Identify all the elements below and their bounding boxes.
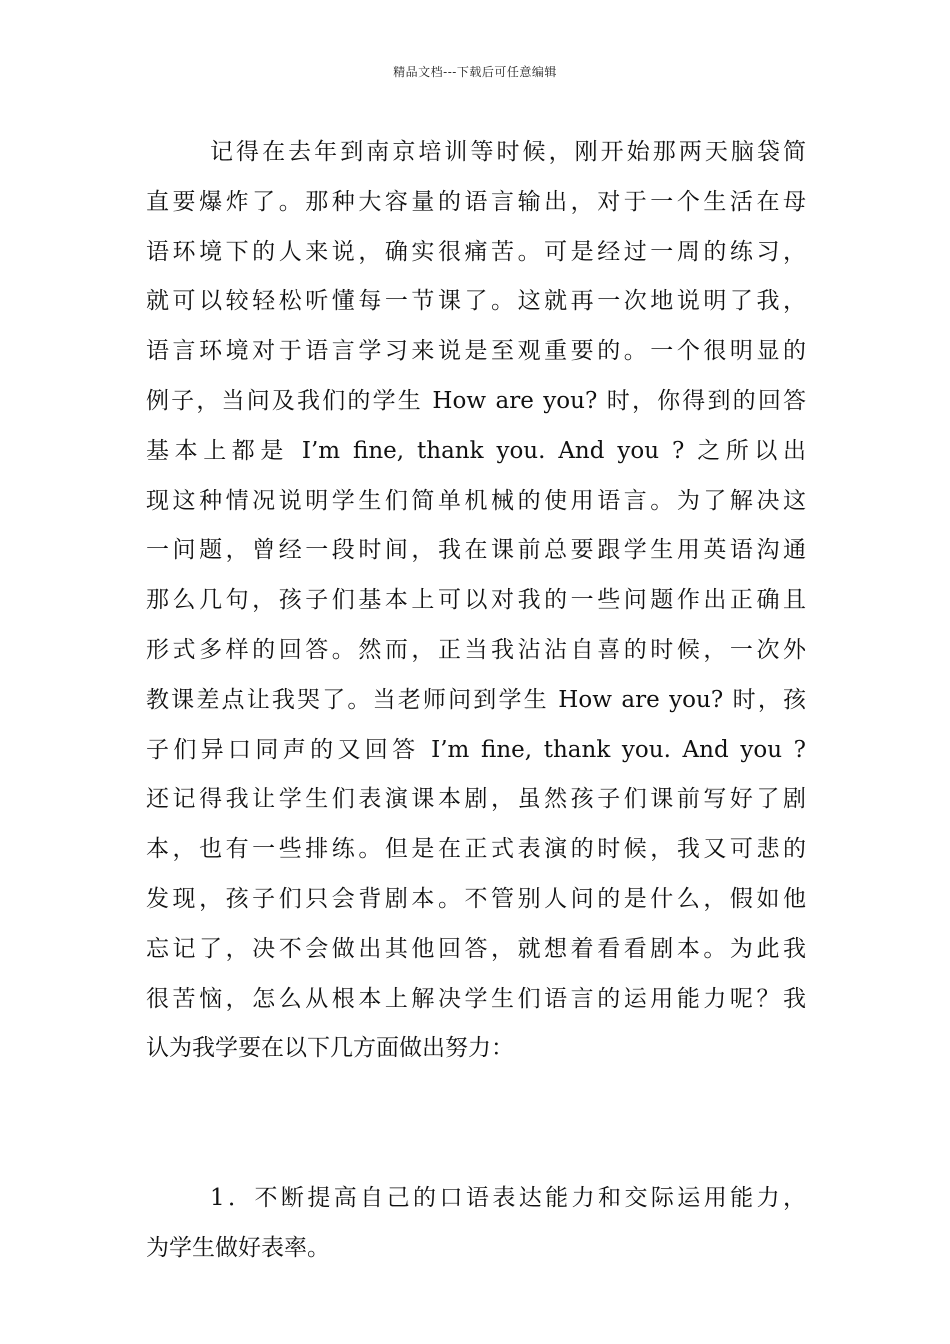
page-header: 精品文档---下载后可任意编辑: [393, 65, 557, 79]
paragraph-line: 基本上都是 I’m fine, thank you. And you ? 之所以出: [146, 437, 806, 464]
paragraph-line: 那么几句，孩子们基本上可以对我的一些问题作出正确且: [146, 587, 806, 614]
paragraph-line: 语言环境对于语言学习来说是至观重要的。一个很明显的: [146, 338, 806, 365]
paragraph-line: 发现，孩子们只会背剧本。不管别人问的是什么，假如他: [146, 885, 806, 912]
paragraph-line: 一问题，曾经一段时间，我在课前总要跟学生用英语沟通: [146, 537, 806, 564]
numbered-item-line: 为学生做好表率。: [146, 1234, 330, 1261]
paragraph-2: [146, 1174, 806, 1274]
paragraph-spacer: [146, 1074, 806, 1174]
paragraph-line: 例子，当问及我们的学生 How are you? 时，你得到的回答: [146, 387, 806, 414]
document-body: [146, 128, 806, 1274]
paragraph-line: 还记得我让学生们表演课本剧，虽然孩子们课前写好了剧: [146, 786, 806, 813]
paragraph-line: 认为我学要在以下几方面做出努力：: [146, 1035, 514, 1062]
paragraph-line: 教课差点让我哭了。当老师问到学生 How are you? 时，孩: [146, 686, 806, 713]
paragraph-line: 本，也有一些排练。但是在正式表演的时候，我又可悲的: [146, 836, 806, 863]
paragraph-line: 记得在去年到南京培训等时候，刚开始那两天脑袋简: [210, 139, 806, 165]
paragraph-line: 语环境下的人来说，确实很痛苦。可是经过一周的练习，: [146, 238, 806, 265]
paragraph-line: 就可以较轻松听懂每一节课了。这就再一次地说明了我，: [146, 288, 806, 315]
paragraph-1: [146, 128, 806, 1074]
paragraph-line: 形式多样的回答。然而，正当我沾沾自喜的时候，一次外: [146, 636, 806, 663]
paragraph-line: 现这种情况说明学生们简单机械的使用语言。为了解决这: [146, 487, 806, 514]
paragraph-line: 忘记了，决不会做出其他回答，就想着看看剧本。为此我: [146, 935, 806, 962]
paragraph-line: 很苦恼，怎么从根本上解决学生们语言的运用能力呢？我: [146, 985, 806, 1012]
paragraph-line: 子们异口同声的又回答 I’m fine, thank you. And you ?: [146, 736, 806, 763]
paragraph-line: 直要爆炸了。那种大容量的语言输出，对于一个生活在母: [146, 188, 806, 215]
numbered-item-line: 1．不断提高自己的口语表达能力和交际运用能力，: [210, 1185, 806, 1212]
